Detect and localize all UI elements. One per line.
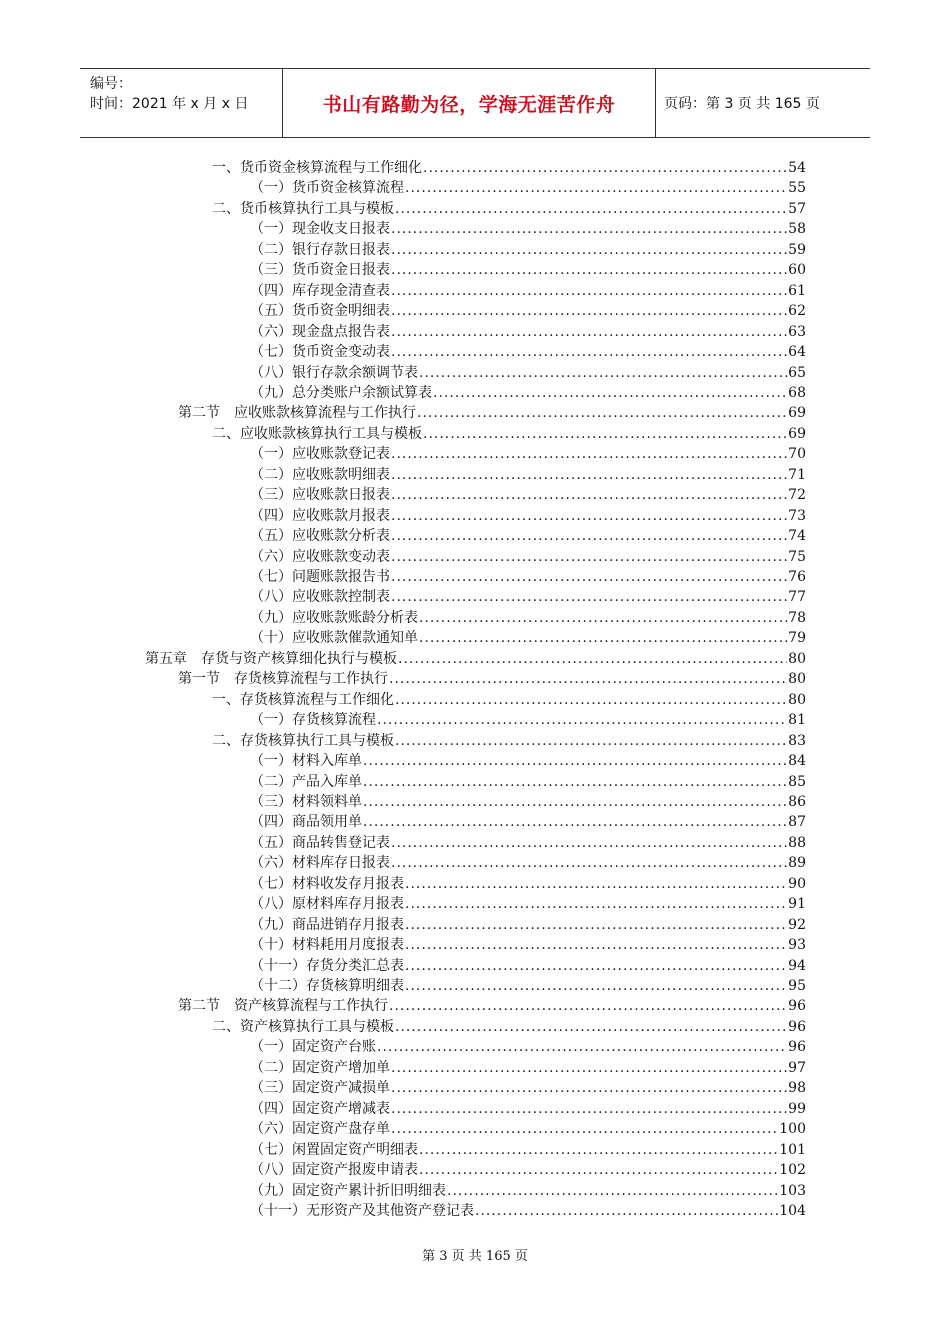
toc-entry-page: 89 bbox=[788, 855, 806, 872]
toc-entry[interactable] bbox=[250, 833, 806, 853]
toc-entry-page: 72 bbox=[788, 487, 806, 504]
toc-entry-page: 68 bbox=[788, 384, 806, 401]
toc-entry-page: 96 bbox=[788, 998, 806, 1015]
toc-leader-dots bbox=[423, 424, 787, 444]
toc-entry-page: 92 bbox=[788, 916, 806, 933]
toc-entry-title: （十一）存货分类汇总表 bbox=[250, 957, 404, 974]
toc-entry-page: 88 bbox=[788, 834, 806, 851]
toc-entry-page: 80 bbox=[788, 650, 806, 667]
toc-entry-page: 98 bbox=[788, 1080, 806, 1097]
toc-leader-dots bbox=[389, 996, 787, 1016]
toc-leader-dots bbox=[391, 587, 787, 607]
toc-entry-page: 78 bbox=[788, 609, 806, 626]
toc-entry[interactable] bbox=[250, 751, 806, 771]
toc-entry-page: 90 bbox=[788, 875, 806, 892]
toc-entry-title: （六）固定资产盘存单 bbox=[250, 1121, 390, 1138]
toc-leader-dots bbox=[405, 178, 787, 198]
toc-entry[interactable] bbox=[212, 731, 806, 751]
toc-entry[interactable] bbox=[250, 1119, 806, 1139]
toc-leader-dots bbox=[377, 1037, 787, 1057]
toc-entry-page: 70 bbox=[788, 446, 806, 463]
toc-entry-page: 94 bbox=[788, 957, 806, 974]
toc-entry-title: 一、货币资金核算流程与工作细化 bbox=[212, 160, 422, 176]
toc-entry[interactable] bbox=[212, 158, 806, 178]
toc-entry-page: 103 bbox=[779, 1182, 806, 1199]
toc-leader-dots bbox=[447, 1181, 778, 1201]
toc-entry-title: （八）应收账款控制表 bbox=[250, 589, 390, 606]
toc-entry[interactable] bbox=[250, 894, 806, 914]
toc-entry-title: （四）固定资产增减表 bbox=[250, 1100, 390, 1117]
toc-entry[interactable] bbox=[250, 812, 806, 832]
toc-entry-title: （一）现金收支日报表 bbox=[250, 221, 390, 238]
header-motto bbox=[283, 69, 656, 137]
toc-entry-page: 81 bbox=[788, 712, 806, 729]
toc-entry-title: （八）固定资产报废申请表 bbox=[250, 1162, 418, 1179]
toc-entry[interactable] bbox=[250, 915, 806, 935]
toc-leader-dots bbox=[395, 690, 787, 710]
toc-entry-title: 二、货币核算执行工具与模板 bbox=[212, 200, 394, 217]
toc-leader-dots bbox=[475, 1201, 778, 1221]
toc-entry-title: （九）应收账款账龄分析表 bbox=[250, 609, 418, 626]
toc-leader-dots bbox=[391, 342, 787, 362]
toc-leader-dots bbox=[405, 915, 787, 935]
toc-entry-title: 第一节 存货核算流程与工作执行 bbox=[178, 671, 388, 688]
toc-entry-page: 75 bbox=[788, 548, 806, 565]
toc-entry-title: （八）银行存款余额调节表 bbox=[250, 364, 418, 381]
toc-entry-page: 64 bbox=[788, 344, 806, 361]
toc-leader-dots bbox=[395, 199, 787, 219]
toc-entry-page: 59 bbox=[788, 241, 806, 258]
toc-leader-dots bbox=[391, 485, 787, 505]
toc-entry-page: 80 bbox=[788, 671, 806, 688]
toc-entry-page: 102 bbox=[779, 1162, 806, 1179]
toc-entry-title: （一）材料入库单 bbox=[250, 753, 362, 770]
toc-entry[interactable] bbox=[212, 424, 806, 444]
toc-entry-title: （一）固定资产台账 bbox=[250, 1039, 376, 1056]
toc-entry[interactable] bbox=[212, 1017, 806, 1037]
toc-leader-dots bbox=[391, 322, 787, 342]
toc-entry-title: （四）库存现金清查表 bbox=[250, 282, 390, 299]
toc-entry-page: 97 bbox=[788, 1059, 806, 1076]
toc-entry-page: 62 bbox=[788, 303, 806, 320]
toc-entry[interactable] bbox=[250, 853, 806, 873]
toc-leader-dots bbox=[405, 874, 787, 894]
toc-entry-title: （九）固定资产累计折旧明细表 bbox=[250, 1182, 446, 1199]
motto-text: 书山有路勤为径，学海无涯苦作舟 bbox=[322, 93, 616, 116]
toc-entry-page: 73 bbox=[788, 507, 806, 524]
toc-leader-dots bbox=[391, 219, 787, 239]
toc-entry[interactable] bbox=[250, 628, 806, 648]
toc-entry-page: 93 bbox=[788, 937, 806, 954]
toc-entry-title: （五）商品转售登记表 bbox=[250, 834, 390, 851]
toc-entry-title: （三）材料领料单 bbox=[250, 793, 362, 810]
toc-entry-title: （十二）存货核算明细表 bbox=[250, 978, 404, 994]
toc-entry-title: （七）问题账款报告书 bbox=[250, 569, 390, 585]
toc-leader-dots bbox=[419, 628, 787, 648]
toc-entry[interactable] bbox=[250, 1078, 806, 1098]
toc-entry-title: （六）材料库存日报表 bbox=[250, 855, 390, 872]
toc-entry[interactable] bbox=[250, 342, 806, 362]
toc-entry-page: 85 bbox=[788, 773, 806, 790]
toc-entry[interactable] bbox=[250, 1058, 806, 1078]
toc-leader-dots bbox=[363, 751, 787, 771]
toc-leader-dots bbox=[363, 772, 787, 792]
toc-entry-page: 57 bbox=[788, 200, 806, 217]
toc-entry-page: 74 bbox=[788, 528, 806, 545]
number-label: 编号： bbox=[90, 76, 132, 92]
toc-entry[interactable] bbox=[250, 710, 806, 730]
toc-entry[interactable] bbox=[250, 587, 806, 607]
toc-leader-dots bbox=[417, 403, 787, 423]
toc-entry-title: （四）商品领用单 bbox=[250, 814, 362, 831]
toc-leader-dots bbox=[391, 547, 787, 567]
toc-entry-page: 100 bbox=[779, 1121, 806, 1138]
toc-entry-page: 86 bbox=[788, 793, 806, 810]
toc-entry-page: 104 bbox=[779, 1202, 806, 1219]
toc-entry-page: 77 bbox=[788, 589, 806, 606]
toc-leader-dots bbox=[423, 158, 787, 178]
toc-leader-dots bbox=[405, 956, 787, 976]
toc-entry-page: 55 bbox=[788, 180, 806, 197]
toc-entry-title: （一）货币资金核算流程 bbox=[250, 180, 404, 197]
toc-entry-page: 83 bbox=[788, 732, 806, 749]
toc-entry[interactable] bbox=[250, 281, 806, 301]
toc-leader-dots bbox=[389, 669, 787, 689]
toc-entry-page: 65 bbox=[788, 364, 806, 381]
header-page-info: 页码：第 3 页 共 165 页 bbox=[664, 96, 820, 112]
toc-leader-dots bbox=[405, 976, 787, 996]
toc-leader-dots bbox=[391, 526, 787, 546]
toc-leader-dots bbox=[391, 1099, 787, 1119]
toc-entry-page: 87 bbox=[788, 814, 806, 831]
toc-leader-dots bbox=[395, 1017, 787, 1037]
page-footer: 第 3 页 共 165 页 bbox=[422, 1249, 528, 1264]
toc-entry-page: 79 bbox=[788, 630, 806, 647]
toc-entry-title: （三）固定资产减损单 bbox=[250, 1080, 390, 1097]
toc-entry-title: （七）材料收发存月报表 bbox=[250, 875, 404, 892]
toc-entry-title: （六）应收账款变动表 bbox=[250, 548, 390, 565]
toc-leader-dots bbox=[391, 465, 787, 485]
toc-entry-page: 63 bbox=[788, 323, 806, 340]
toc-leader-dots bbox=[398, 649, 787, 669]
toc-entry-page: 60 bbox=[788, 262, 806, 279]
toc-entry-title: 第二节 应收账款核算流程与工作执行 bbox=[178, 405, 416, 422]
toc-leader-dots bbox=[391, 1119, 778, 1139]
toc-entry-title: 一、存货核算流程与工作细化 bbox=[212, 691, 394, 708]
toc-leader-dots bbox=[395, 731, 787, 751]
toc-leader-dots bbox=[391, 240, 787, 260]
header-meta bbox=[80, 69, 283, 137]
toc-entry-page: 54 bbox=[788, 160, 806, 176]
toc-entry-title: （一）应收账款登记表 bbox=[250, 446, 390, 463]
toc-entry-title: （九）总分类账户余额试算表 bbox=[250, 384, 432, 401]
toc-entry[interactable] bbox=[250, 219, 806, 239]
toc-entry-title: （八）原材料库存月报表 bbox=[250, 896, 404, 913]
toc-entry-title: （二）银行存款日报表 bbox=[250, 241, 390, 258]
toc-entry-page: 76 bbox=[788, 569, 806, 585]
toc-entry[interactable] bbox=[250, 444, 806, 464]
toc-leader-dots bbox=[419, 608, 787, 628]
toc-leader-dots bbox=[391, 281, 787, 301]
toc-entry-title: （十）应收账款催款通知单 bbox=[250, 630, 418, 647]
toc-leader-dots bbox=[391, 506, 787, 526]
toc-entry[interactable] bbox=[250, 506, 806, 526]
toc-entry[interactable] bbox=[250, 1181, 806, 1201]
toc-entry[interactable] bbox=[250, 383, 806, 403]
toc-entry[interactable] bbox=[250, 772, 806, 792]
toc-entry[interactable] bbox=[250, 792, 806, 812]
toc-entry[interactable] bbox=[250, 567, 806, 587]
toc-entry-page: 69 bbox=[788, 425, 806, 442]
toc-entry-title: （四）应收账款月报表 bbox=[250, 507, 390, 524]
toc-entry[interactable] bbox=[212, 199, 806, 219]
toc-entry-title: （七）货币资金变动表 bbox=[250, 344, 390, 361]
toc-entry-page: 58 bbox=[788, 221, 806, 238]
toc-entry[interactable] bbox=[250, 1160, 806, 1180]
toc-leader-dots bbox=[419, 1140, 778, 1160]
toc-entry-title: （一）存货核算流程 bbox=[250, 712, 376, 729]
toc-entry-title: （三）应收账款日报表 bbox=[250, 487, 390, 504]
toc-entry[interactable] bbox=[250, 1099, 806, 1119]
toc-leader-dots bbox=[405, 894, 787, 914]
toc-entry[interactable] bbox=[250, 874, 806, 894]
toc-entry-page: 80 bbox=[788, 691, 806, 708]
toc-entry[interactable] bbox=[250, 1201, 806, 1221]
toc-entry[interactable] bbox=[250, 301, 806, 321]
toc-entry[interactable] bbox=[250, 526, 806, 546]
toc-leader-dots bbox=[419, 363, 787, 383]
toc-entry-title: 二、资产核算执行工具与模板 bbox=[212, 1018, 394, 1035]
toc-entry[interactable] bbox=[250, 976, 806, 996]
toc-entry-title: 第五章 存货与资产核算细化执行与模板 bbox=[145, 650, 397, 667]
toc-entry[interactable] bbox=[250, 260, 806, 280]
toc-entry-page: 96 bbox=[788, 1018, 806, 1035]
toc-entry[interactable] bbox=[250, 1140, 806, 1160]
toc-entry-title: （七）闲置固定资产明细表 bbox=[250, 1141, 418, 1158]
toc-entry-title: （十）材料耗用月度报表 bbox=[250, 937, 404, 954]
toc-entry-page: 71 bbox=[788, 466, 806, 483]
toc-entry-page: 101 bbox=[779, 1141, 806, 1158]
toc-entry[interactable] bbox=[250, 465, 806, 485]
toc-entry-page: 95 bbox=[788, 978, 806, 994]
time-label: 时间：2021 年 x 月 x 日 bbox=[90, 96, 249, 112]
page-header bbox=[80, 68, 870, 138]
toc-entry[interactable] bbox=[178, 403, 806, 423]
toc-entry-title: 第二节 资产核算流程与工作执行 bbox=[178, 998, 388, 1015]
toc-entry[interactable] bbox=[250, 956, 806, 976]
toc-entry[interactable] bbox=[250, 240, 806, 260]
toc-entry-title: （五）货币资金明细表 bbox=[250, 303, 390, 320]
toc-leader-dots bbox=[391, 833, 787, 853]
toc-entry[interactable] bbox=[250, 935, 806, 955]
toc-entry-title: （五）应收账款分析表 bbox=[250, 528, 390, 545]
toc-leader-dots bbox=[391, 260, 787, 280]
toc-entry-title: （十一）无形资产及其他资产登记表 bbox=[250, 1202, 474, 1219]
toc-entry[interactable] bbox=[178, 669, 806, 689]
toc-leader-dots bbox=[419, 1160, 778, 1180]
toc-entry-title: 二、存货核算执行工具与模板 bbox=[212, 732, 394, 749]
toc-entry[interactable] bbox=[250, 322, 806, 342]
toc-leader-dots bbox=[391, 567, 787, 587]
toc-leader-dots bbox=[405, 935, 787, 955]
toc-entry-page: 61 bbox=[788, 282, 806, 299]
toc-leader-dots bbox=[391, 853, 787, 873]
toc-entry[interactable] bbox=[212, 690, 806, 710]
toc-entry-title: （三）货币资金日报表 bbox=[250, 262, 390, 279]
toc-entry-page: 69 bbox=[788, 405, 806, 422]
toc-entry-title: （二）固定资产增加单 bbox=[250, 1059, 390, 1076]
toc-leader-dots bbox=[391, 301, 787, 321]
toc-entry-title: （九）商品进销存月报表 bbox=[250, 916, 404, 933]
toc-entry-title: 二、应收账款核算执行工具与模板 bbox=[212, 425, 422, 442]
toc-leader-dots bbox=[363, 792, 787, 812]
toc-entry[interactable] bbox=[250, 1037, 806, 1057]
toc-entry[interactable] bbox=[250, 363, 806, 383]
toc-entry[interactable] bbox=[250, 547, 806, 567]
toc-entry[interactable] bbox=[250, 178, 806, 198]
toc-entry[interactable] bbox=[250, 485, 806, 505]
toc-leader-dots bbox=[363, 812, 787, 832]
toc-leader-dots bbox=[433, 383, 787, 403]
toc-leader-dots bbox=[391, 444, 787, 464]
toc-entry[interactable] bbox=[178, 996, 806, 1016]
toc-entry-page: 91 bbox=[788, 896, 806, 913]
toc-entry-title: （六）现金盘点报告表 bbox=[250, 323, 390, 340]
toc-entry-page: 84 bbox=[788, 753, 806, 770]
toc-entry-title: （二）产品入库单 bbox=[250, 773, 362, 790]
toc-entry[interactable] bbox=[145, 649, 806, 669]
toc-leader-dots bbox=[377, 710, 787, 730]
toc-leader-dots bbox=[391, 1058, 787, 1078]
toc-entry-title: （二）应收账款明细表 bbox=[250, 466, 390, 483]
toc-leader-dots bbox=[391, 1078, 787, 1098]
toc-entry-page: 96 bbox=[788, 1039, 806, 1056]
toc-entry-page: 99 bbox=[788, 1100, 806, 1117]
toc-entry[interactable] bbox=[250, 608, 806, 628]
